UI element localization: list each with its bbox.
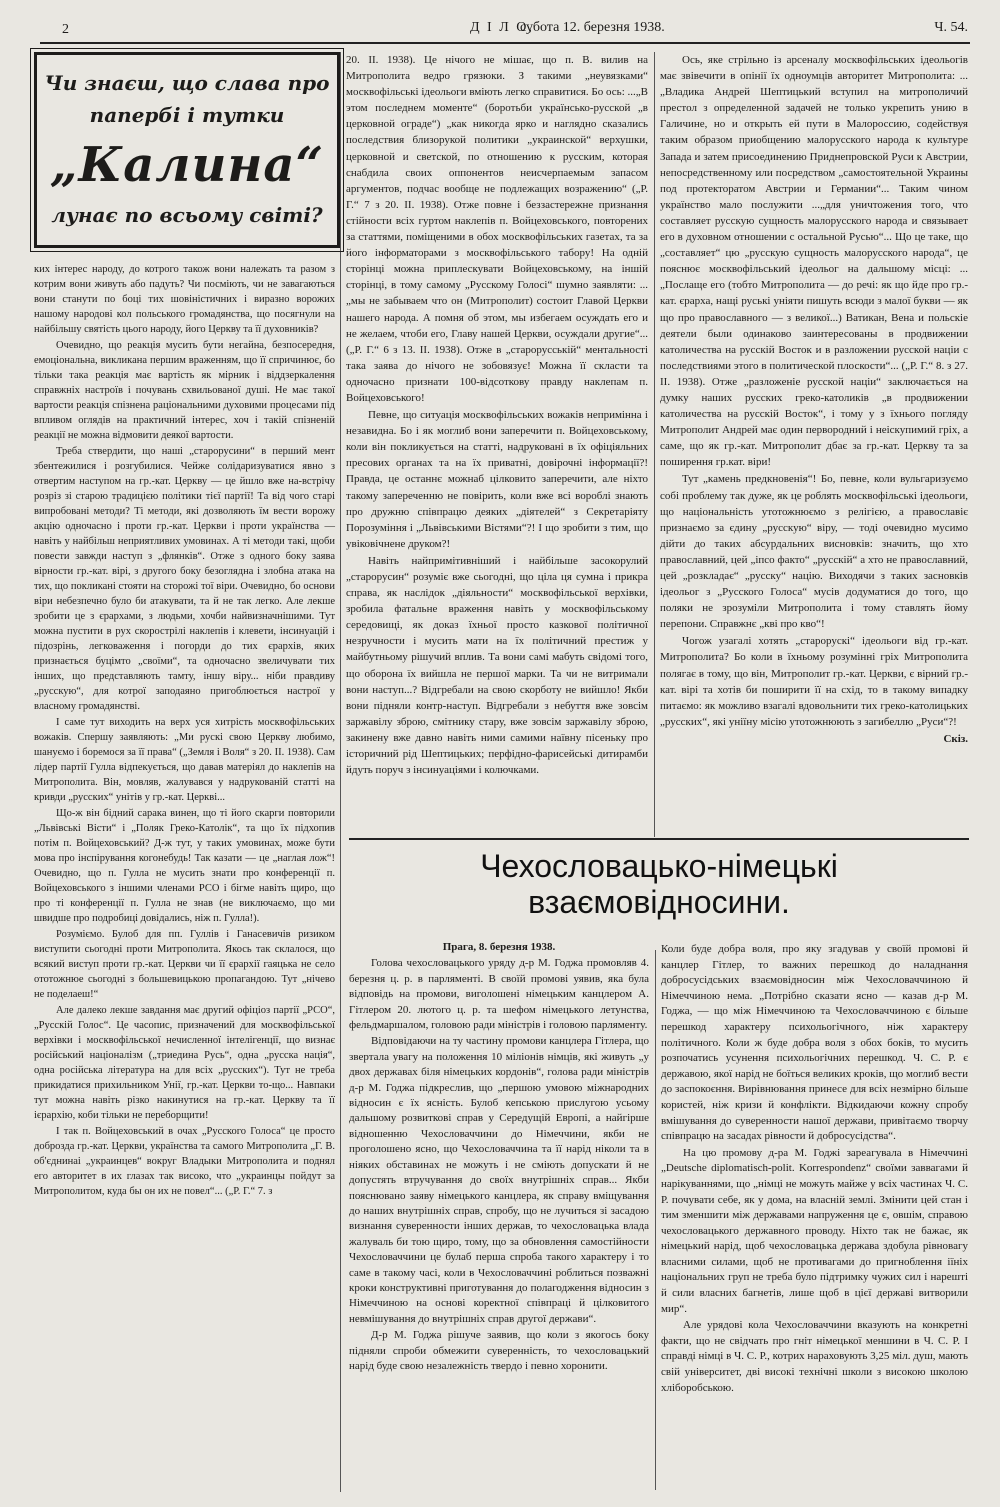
article-divider [349, 838, 969, 840]
paragraph: Голова чехословацького уряду д-р М. Годжа промовляв 4. березня ц. р. в парляменті. В своїй промові уявив, яка була відповідь на промови, виголошені німецьким канцлером А. Гітлером 20. лютого ц. р. та шефом німецького летунства, фельдмаршалом, головою ради міністрів і головою парляменту. [349, 957, 649, 1032]
paragraph: Певне, що ситуація москвофільських вожаків непримінна і незавидна. Бо і як моглиб вони заперечити п. Войцеховському, коли він покликується на статті, надруковані в їх офіціяльних пресових органах та на їх приватні, довірочні інформації?! Правда, це останнє можнаб цілковито заперечити, але ніхто такому запереченню не повірить, коли вже всі вороблі знають про дружню співпрацю деяких „діятелей“ з Секретаріяту Порозуміння і „Львівськими Вістями“?! І що зробити з тим, що увіковічнене друком?! [346, 409, 648, 550]
paragraph: Д-р М. Годжа рішуче заявив, що коли з якогось боку підняли спроби обмежити суверенність, то чехословацький нарід буде свою незалежність твердо і певно хоронити. [349, 1329, 649, 1372]
paragraph: Треба ствердити, що наші „старорусини“ в перший мент збентежилися і розгубилися. Чейже солідаризуватися явно з отвертим наступом на гр.-кат. Церкву — це йшло вже на-встрічу розріз зі старою традицією політики тієї партії! Та від чого старі випробовані методи? Ті методи, які дозволяють їм вести ворожу акцію одночасно і проти гр.-кат. Церкви і проти українства — навіть у найбільш неприятливих умовинах. А ті методи такі, щоби повести завжди наступ з „флянків“. Отже з одного боку заява вірности гр.-кат. вірі, з другого боку безоглядна і злобна атака на тих, що покликані стояти на сторожі тої віри. Очевидно, бо основи віри небезпечно було би атакувати, та й не так легко. Але лекше зробити це з єрархами, з людьми, хочби найвизначнішими. Тут можна пустити в рух скорострілі наклепів і клевети, інсинуацій і підозрінь, легковаження і погорди до тих єрархів, яких признається буцімто „своїми“, та одночасно звеличувати тих інших, що представляють тамту, іншу віру... ніби правдиву „русскую“, для котрої заподаяно пригоблюється настрої у власному громадянстві. [34, 446, 335, 712]
page-number: 2 [62, 22, 69, 37]
page-header [40, 20, 968, 40]
paragraph: Розуміємо. Булоб для пп. Гуллів і Ганасевичів ризиком виступити сьогодні проти Митрополита. Якось так склалося, що всякий виступ проти гр.-кат. Церкви чи її єрархії гаяцька не село ототожнюе сьогодні з большевицькою пропагандою. Тут „нічево не поделаеш!“ [34, 929, 335, 1000]
article-column-3 [660, 52, 968, 748]
paragraph: І так п. Войцеховський в очах „Русского Голоса“ це просто доброзда гр.-кат. Церкви, українства та самого Митрополита „Г. В. об'єднинаі „украинцев“ вокруг Владыки Митрополита и поднял его авторитет в их глазах так високо, что „украинцы пойдут за Митрополитом, куда бы он их не повел“... („Р. Г.“ 7. з [34, 1126, 335, 1197]
paragraph: Навіть найпримітивніший і найбільше засокорулий „старорусин“ розуміє вже сьогодні, що ціла ця сумна і прикра справа, як наслідок „діяльности“ москвофільської верхівки, зробила фатальне враження навіть у москвофільському середовищі, як доказ їхньої просто казкової політичної незручности і мусить мати на їх політичний престиж у майбутньому рішучий вплив. Та вони самі мабуть свідомі того, що оборона їх вийшла не першої марки. Та чи не витримали вони наступ...? Відгребали на свою скорботу не вийшло! Якби вони підняли контр-наступ. Відгребали з небуття вже зовсім заржавілу зброю, смітнику стару, вже зовсім заржавілу зброю, закинену вже давно навіть ними самими наївну пісеньку про історичний рід Шептицьких; перфідно-фарисейські дитирамби йдуть поруч з інсинуаціями і колючками. [346, 554, 648, 777]
author-signature: Скіз. [943, 732, 968, 745]
article2-column-right [661, 942, 968, 1397]
ad-line-4: лунає по всьому світі? [51, 203, 323, 227]
column-divider [654, 52, 655, 837]
paragraph: Але урядові кола Чехословаччини вказують на конкретні факти, що не свідчать про гніт німецької меншини в Ч. С. Р. І справді німці в Ч. С. Р., котрих нараховують 3,25 міл. душ, мають свій університет, дві високі технічні школи з високою школою хліборобською. [661, 1319, 968, 1394]
article2-column-left [349, 940, 649, 1375]
paragraph: Що-ж він бідний сарака винен, що ті його скарги повторили „Львівські Вісти“ і „Поляк Греко-Католік“, та що їх підхопив потім п. Войцеховський? Д-ж тут, у таких умовинах, може бути мова про інспірування когонебудь! Так казати — це „наглая лож“! Очевидно, що п. Гулла не мусить знати про конференції п. Войцеховського з іншими членами РСО і бігме навіть щиро, що про ті конференції п. Гулла не знав (не виключаємо, що ми швидше про подробиці довідались, ніж п. Гулла!). [34, 808, 335, 924]
article-column-2 [346, 52, 648, 779]
paragraph: ких інтерес народу, до котрого також вони належать та разом з котрим вони живуть або падуть? Чи посміють, чи не завагаються вони станути по боці тих шовіністичних і виразно ворожих нашому народові кол польського громадянства, що посягнули на найбільшу святість цього народу, його Церкву та її духовників? [34, 264, 335, 335]
kalyna-advertisement [34, 52, 340, 248]
column-divider [655, 950, 656, 1490]
paragraph: Відповідаючи на ту частину промови канцлера Гітлера, що звертала увагу на положення 10 міліонів німців, які живуть „у двох державах біля німецьких кордонів“, голова ради міністрів д-р М. Годжа підкреслив, що „першою умовою міжнародних відносин є їх ясність. Булоб кепською прислугою усьому дальшому розвиткові справ у Середущій Европі, а найгірше відношенню Чехословаччини до Німеччини, якби не проголошено ясно, що Чехословаччина та її нарід ніколи та в ніяких обставинах не можуть і не сміють допускати й не допустять втручування до своїх внутрішніх справ... Якби пояснювано заяву німецького канцлера, як справу вміщування до наших внутрішніх справ, спробу, що не лучиться зі засадою визнання суверенности інших держав, то чехословацька влада жалуваль би тою щиро, тому, що за обновлення самостійности Чехословаччини це булаб перша спроба такого характеру і то саме в такому часі, коли в Чехословаччині роблиться позважні кроки конструктивні приготування до полагодження відносин з Німеччиною на основі коректної співпраці й цілковитого невмішування до внутрішніх справ другої держави“. [349, 1035, 649, 1325]
paragraph: Тут „камень предкновенія“! Бо, певне, коли вульгаризуємо собі проблему так дуже, як це роблять москвофільські ідеольоги, що національність утотожнюємо з релігією, а православіє признаємо за єдину „русскую“ віру, — тоді очевидно мусимо дійти до таких абсурдальних висновків: значить, що хто православний, цей „іпсо факто“ „русскій“ а хто не православний, цей „розкладає“ „русску“ націю. Виходячи з таких засновків ідеольог з „Русского Голоса“ мусів додуматися до того, що поляки не зрозуміли Митрополита і тому ставлять йому перепони. Справжнє „кві про кво“! [660, 473, 968, 631]
paragraph: Очевидно, що реакція мусить бути негайна, безпосередня, емоціональна, викликана першим враженням, що її спричинює, бо тільки така реакція має вартість як мірник і віддзеркалення справжніх настроїв і почувань схвильованої душі. Не має такої вартости реакція спізнена раціональними духовими процесами під впливом оглядів на практичний інтерес, хоч і такій спізненій реакції не можна відмовити деякої вартости. [34, 340, 335, 441]
ad-line-2: папербі і тутки [89, 103, 285, 127]
headline-line-1: Чехословацько-німецькі [480, 848, 838, 884]
paragraph: Коли буде добра воля, про яку згадував у своїй промові й канцлер Гітлер, то важних перешкод до наладнання добросусідських взаємовідносин між Чехословаччиною й Німеччиною нема. „Потрібно сказати ясно — казав д-р М. Годжа, — що між Німеччиною та Чехословаччиною є більше перешкод характеру психольогічного, ніж характеру політичного. Коли ж буде добра воля з обох боків, то мусить розпочатись усунення психольогічних перешкод. Ч. С. Р. є державою, якої нарід не боїться великих кроків, що моглиб вести до заспокоєння. Вирівнювання принесе для всіх незмірно більше користей, ніж кризи й конфлікти. Відкидаючи кожну спробу вмішування до суверенности нашої держави, привітаємо творчу співпрацю на засадах рівности й добросусідства“. [661, 943, 968, 1143]
article-headline [350, 848, 968, 920]
article-column-1 [34, 262, 335, 1200]
dateline: Прага, 8. березня 1938. [442, 941, 556, 953]
headline-line-2: взаємовідносини. [528, 884, 790, 920]
paragraph: Чогож узагалі хотять „старорускі“ ідеольоги від гр.-кат. Митрополита? Бо коли в їхньому розумінні гріх Митрополита полягає в тому, що він, Митрополит гр.-кат. Церкви, є вірний гр.-кат. вірі та хотів би поширити її на схід, то в такому випадку питаємо: як можливо взагалі вдовольнити тих греко-католицьких „русских“, які уніїну місію утотожнюють з загибеллю „Руси“?! [660, 635, 968, 728]
ad-brand-name: „Калина“ [49, 137, 325, 193]
paragraph: І саме тут виходить на верх уся хитрість москвофільських вожаків. Спершу заявляють: „Ми рускі свою Церкву любимо, шануємо і боремося за її права“ („Земля і Воля“ з 20. II. 1938). Сам лідер партії Гулла відпекується, що давав матеріял до наклепів на Митрополита. Він, мовляв, жалувався у надрукованій статті на кривди „русских“ унітів у гр.-кат. Церкві... [34, 717, 335, 803]
column-divider [340, 52, 341, 1492]
paragraph: 20. II. 1938). Це нічого не мішає, що п. В. вилив на Митрополита ведро грязюки. З такими „неувязками“ москвофільські ідеольоги вміють легко справитися. Бо ось: ...„В этом последнем моменте“ (боротьби українсько-русской „в церковной ограде“) „как никогда ярко и наглядно сказались последствия близорукой политики „украинской“ верхушки, церковной и светской, по отношению к русским, которая снабдила своих оппонентов неисчерпаемым запасом аргументов, подчас вообще не подлежащих возражению“ („Р. Г.“ 7 з 20. II. 1938). Отже повне і беззастережне признання стійности всіх гуртом наклепів п. Войцеховського, повторених за статтями, поміщеними в обох москвофільських газетах, та за його інформаторами з москвофільського табору! На одній сторінці можна приплескувати Войцеховському, на іншій сторінці, в тому самому „Русскому Голосі“ шумно заявляти: ...„мы не забываем что он (Митрополит) состоит Главой Церкви нашего народа. А помня об этом, мы избегаем осуждать его и не желаем, чтоби его, Главу нашей Церкви, осуждали другие“... („Р. Г.“ 6 з 13. II. 1938). Отже в „старорусській“ ментальності така заява до нічого не зобовязує! Можна її скласти та одночасно признати 100-відсоткову правду наклепам п. Войцеховського! [346, 54, 648, 404]
header-rule [40, 42, 970, 44]
paragraph: На цю промову д-ра М. Годжі зареагувала в Німеччині „Deutsche diplomatisch-polit. Korrespondenz“ своїми заввагами й нарікуваннями, що „німці не можуть майже у всіх частинах Ч. С. Р. почувати себе, як у дома, на власній землі. Змінити цей стан і тим зменшити між державами напруження це є, овшім, справою чехословацького державного проводу. Ніхто так не бажає, як німецький нарід, щоб чехословацька держава здобула рівновагу власними силами, щоб не противагами до пригноблення іїніх національних груп не треба було підтримку чужих сил і нарешті й сили власних багнетів, лише щоб в цієї державі витворили мир“. [661, 1146, 968, 1315]
paragraph: Ось, яке стрільно із арсеналу москвофільських ідеольогів має звівечити в опінії їх одноумців авторитет Митрополита: ...„Владика Андрей Шептицький вступил на митрополичий престол з определенной задачей не только укрепить унию в Галичине, но и открыть ей пути в Малороссию, содействуя таким образом приобщению малорусского народа к культуре Запада и затем присоединению Приднепровской Руси к Австрии, непосредственному или посредством „самостоятельной Украины под протекторатом Австрии и Германии“... Таким чином українство мало послужити ...„для уничтожения того, что составляет русскую сущность малорусского народа и связывает его в духовном отношении с остальной Русью“... Що це таке, що „составляет“ цю „русскую сущность малорусского народа“, це пояснює москвофільський ідеольог на дальшому місці: ...„Послаще его (тобто Митрополита — до речі: як що йде про гр.-кат. єрарха, нащі руські уніяти пишуть всюди з малої букви — як що про православного — з великої...) Ватикан, Вена и польскіе деятели были одинаково заинтересованы в продвижении католичества на русскій Восток и в разложении русской націи с последствиями этого в политической плоскости“... („Р. Г.“ 8. з 27. II. 1938). Отже „разложеніе русской націи“ заключається на думку наших русских греко-католиків „в продвижении католичества на русскій Восток“, і тому у з їхнього погляду Митрополит Андрей має один первородний і неіскупимий гріх, а саме, що як гр.-кат. Митрополит дбає за гр.-кат. Церкву та за поширення гр.кат. віри! [660, 54, 968, 469]
masthead: Д І Л О, [470, 20, 534, 35]
issue-date: субота 12. березня 1938. [520, 20, 665, 35]
paragraph: Але далеко лекше завдання має другий офіціоз партії „РСО“, „Русскій Голос“. Це часопис, призначений для москвофільської верхівки і москвофільської нечисленної інтелігенції, що визнає російський націоналізм („триедина Русь“, одна „русска нація“, одна російська література на для всіх „русских“). Тут не треба прикидатися прихильником Унії, гр.-кат. Церкви то-що... Навпаки тут можна навіть різко накинутися на гр.-кат. Церкву та її ієрархію, коби тільки не переборщити! [34, 1005, 335, 1121]
issue-number: Ч. 54. [934, 20, 968, 35]
ad-line-1: Чи знаєш, що слава про [44, 71, 330, 95]
